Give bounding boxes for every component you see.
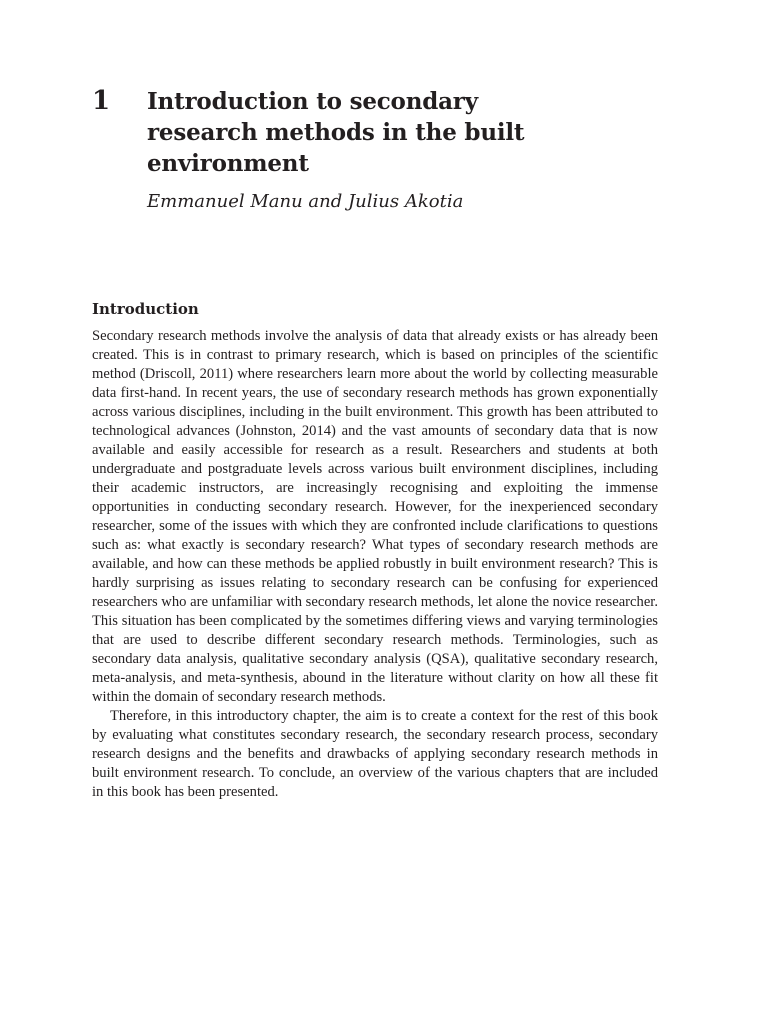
- body-text: [92, 327, 658, 802]
- chapter-authors: Emmanuel Manu and Julius Akotia: [147, 191, 464, 212]
- paragraph-1: Secondary research methods involve the analysis of data that already exists or has already been created. This is in contrast to primary research, which is based on principles of the scientific method (Driscoll, 2011) where researchers learn more about the world by collecting measurable data first-hand. In recent years, the use of secondary research methods has grown exponentially across various disciplines, including in the built environment. This growth has been attributed to technological advances (Johnston, 2014) and the vast amounts of secondary data that is now available and easily accessible for research as a result. Researchers and students at both undergraduate and postgraduate levels across various built environment disciplines, including their academic instructors, are increasingly recognising and exploiting the immense opportunities in conducting secondary research. However, for the inexperienced secondary researcher, some of the issues with which they are confronted include clarifications to questions such as: what exactly is secondary research? What types of secondary research methods are available, and how can these methods be applied robustly in built environment research? This is hardly surprising as issues relating to secondary research can be confusing for experienced researchers who are unfamiliar with secondary research methods, let alone the novice researcher. This situation has been complicated by the sometimes differing views and varying terminologies that are used to describe different secondary research methods. Terminologies, such as secondary data analysis, qualitative secondary analysis (QSA), qualitative secondary research, meta-analysis, and meta-synthesis, abound in the literature without clarity on how all these fit within the domain of secondary research methods.: [92, 328, 658, 705]
- chapter-number: 1: [92, 86, 111, 116]
- section-heading: Introduction: [92, 300, 199, 318]
- chapter-title: Introduction to secondary research methods in the built environment: [147, 88, 525, 177]
- paragraph-2: Therefore, in this introductory chapter, the aim is to create a context for the rest of this book by evaluating what constitutes secondary research, the secondary research process, secondary research designs and the benefits and drawbacks of applying secondary research methods in built environment research. To conclude, an overview of the various chapters that are included in this book has been presented.: [92, 708, 658, 800]
